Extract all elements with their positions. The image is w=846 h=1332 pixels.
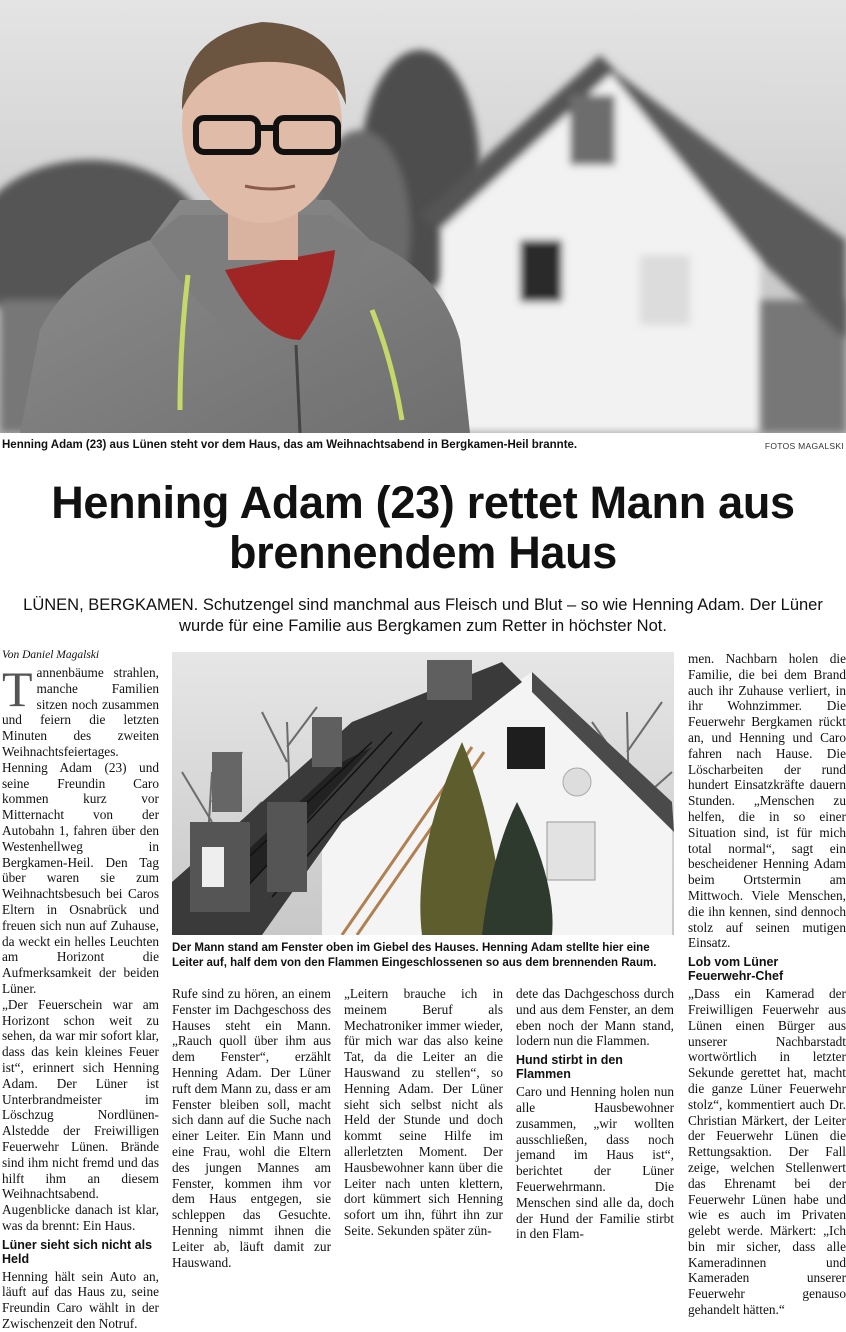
column-2 xyxy=(172,986,331,1270)
column-1-paragraph-3: Henning hält sein Auto an, läuft auf das Haus zu, seine Freundin Caro wählt in der Zwischenzeit den Notruf. xyxy=(2,1268,159,1332)
column-3 xyxy=(344,986,503,1239)
column-1-paragraph-1: Tannenbäume strahlen, manche Familien sitzen noch zusammen und feiern die letzten Minuten des zweiten Weihnachtsfeiertages. Henning Adam (23) und seine Freundin Caro kommen kurz vor Mitternacht von der Autobahn 1, fahren über den Westenhellweg in Bergkamen-Heil. Den Tag über waren sie zum Weihnachtsbesuch bei Caros Eltern in Osnabrück und freuen sich nun auf Zuhause, da weckt ein helles Leuchten am Horizont die Aufmerksamkeit der beiden Lüner. xyxy=(2,661,159,996)
subheading-dog: Hund stirbt in den Flammen xyxy=(516,1053,623,1082)
subheading-hero: Lüner sieht sich nicht als Held xyxy=(2,1237,153,1266)
column-4-paragraph-1: dete das Dachgeschoss durch und aus dem Fenster, an dem eben noch der Mann stand, lodern nun die Flammen. xyxy=(516,986,674,1049)
column-4 xyxy=(516,986,674,1242)
top-photo-illustration xyxy=(0,0,846,433)
headline: Henning Adam (23) rettet Mann aus brennendem Haus xyxy=(51,477,795,578)
burnt-house-photo xyxy=(172,652,674,935)
column-5-paragraph-1: men. Nachbarn holen die Familie, die bei dem Brand auch ihr Zuhause verliert, in ihr Wohnzimmer. Die Feuerwehr Bergkamen rückt an, und Henning und Caro fahren nach Hause. Die Löscharbeiten der rund hundert Einsatzkräfte dauern Stunden. „Menschen zu helfen, die in so einer Situation sind, ist für mich total normal“, sagt ein bescheidener Henning Adam beim Ortstermin am Mittwoch. Viele Menschen, die ihn kennen, sind dennoch stolz auf seinen mutigen Einsatz. xyxy=(688,651,846,951)
column-2-paragraph-1: Rufe sind zu hören, an einem Fenster im Dachgeschoss des Hauses steht ein Mann. „Rauch quoll über ihm aus dem Fenster“, erzählt Henning Adam. Der Lüner ruft dem Mann zu, dass er am Fenster bleiben soll, macht sich dann auf die Suche nach einer Leiter. Ein Mann und eine Frau, wohl die Eltern des jungen Mannes am Fenster, kommen ihm vor dem Haus entgegen, sie schleppen das Gesuchte. Henning nimmt ihnen die Leiter ab, läuft damit zur Hauswand. xyxy=(172,986,331,1270)
photo-credit: FOTOS MAGALSKI xyxy=(764,441,844,451)
burnt-house-caption: Der Mann stand am Fenster oben im Giebel des Hauses. Henning Adam stellte hier eine Leiter auf, half dem von den Flammen Eingeschlossenen so aus dem brennenden Raum. xyxy=(172,942,657,969)
column-4-paragraph-2: Caro und Henning holen nun alle Hausbewohner zusammen, „wir wollten ausschließen, dass noch jemand im Haus ist“, berichtet der Lüner Feuerwehrmann. Die Menschen sind alle da, doch der Hund der Familie stirbt in den Flam- xyxy=(516,1084,674,1242)
byline: Von Daniel Magalski xyxy=(2,649,100,661)
subheading-praise: Lob vom Lüner Feuerwehr-Chef xyxy=(688,955,784,984)
column-1-paragraph-2: „Der Feuerschein war am Horizont schon weit zu sehen, da war mir sofort klar, dass das kein kleines Feuer ist“, erinnert sich Henning Adam. Der Lüner ist Unterbrandmeister im Löschzug Nordlünen-Alstedde der Freiwilligen Feuerwehr Lünen. Brände sind ihm nicht fremd und das hilft ihm an diesem Weihnachtsabend. Augenblicke danach ist klar, was da brennt: Ein Haus. xyxy=(2,996,159,1233)
column-3-paragraph-1: „Leitern brauche ich in meinem Beruf als Mechatroniker immer wieder, für mich war das also keine Tat, da die Leiter an die Hauswand zu stellen“, so Henning Adam. Der Lüner sieht sich selbst nicht als Held der Stunde und doch kommt seine Hilfe im allerletzten Moment. Der Hausbewohner kann über die Leiter nach unten klettern, dort kümmert sich Henning sofort um ihn, führt ihn zur Seite. Sekunden später zün- xyxy=(344,986,503,1238)
top-photo xyxy=(0,0,846,433)
column-5-paragraph-2: „Dass ein Kamerad der Freiwilligen Feuerwehr aus Lünen einen Bürger aus unserer Nachbarstadt wortwörtlich in letzter Sekunde gerettet hat, macht die ganze Lüner Feuerwehr stolz“, kommentiert auch Dr. Christian Märkert, der Leiter der Feuerwehr Lünen die Rettungsaktion. Der Fall zeige, welchen Stellenwert das Ehrenamt bei der Feuerwehr Lünen habe und wie es auch im Privaten gelebt werde. Märkert: „Ich bin mir sicher, dass alle Kameradinnen und Kameraden unserer Feuerwehr genauso gehandelt hätten.“ xyxy=(688,986,846,1318)
dropcap: T xyxy=(2,661,33,717)
top-photo-caption: Henning Adam (23) aus Lünen steht vor dem Haus, das am Weihnachtsabend in Bergkamen-Heil brannte. xyxy=(2,439,578,451)
lead: LÜNEN, BERGKAMEN. Schutzengel sind manchmal aus Fleisch und Blut – so wie Henning Adam. Der Lüner wurde für eine Familie aus Bergkamen zum Retter in höchster Not. xyxy=(23,596,823,635)
column-5 xyxy=(688,651,846,1318)
burnt-house-illustration xyxy=(172,652,674,935)
